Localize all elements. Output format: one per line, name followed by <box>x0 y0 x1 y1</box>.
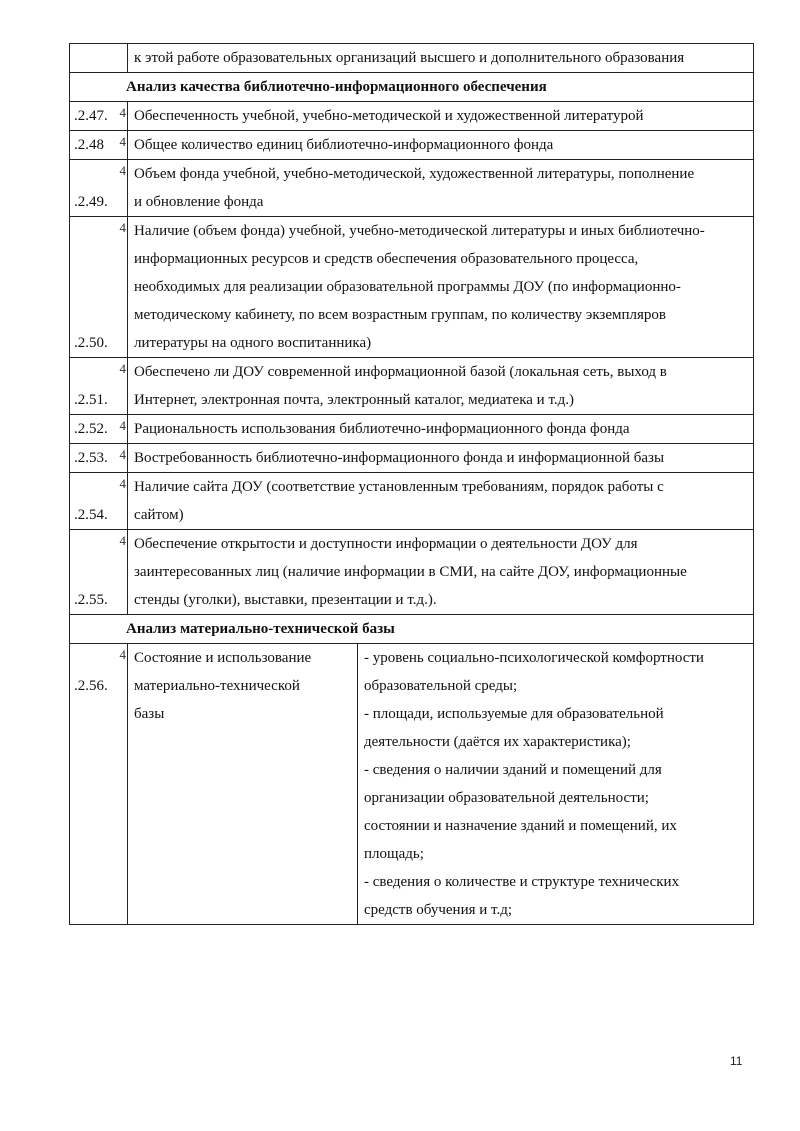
item-text-line: Востребованность библиотечно-информационного фонда и информационной базы <box>134 450 665 466</box>
item-text-line: Рациональность использования библиотечно-информационного фонда фонда <box>134 421 630 437</box>
item-number-prefix: 4 <box>119 361 126 376</box>
intro-row <box>70 44 754 73</box>
item-text-line: Обеспечение открытости и доступности информации о деятельности ДОУ для <box>134 536 638 552</box>
item-number-prefix: 4 <box>119 163 126 178</box>
item-detail-line: состоянии и назначение зданий и помещений, их <box>364 818 677 834</box>
item-text-cell <box>128 473 754 530</box>
item-number-prefix: 4 <box>119 476 126 491</box>
table-row <box>70 415 754 444</box>
item-text-line: литературы на одного воспитанника) <box>134 335 372 351</box>
table-row <box>70 217 754 358</box>
item-text-cell <box>128 358 754 415</box>
item-name-line: Состояние и использование <box>134 650 312 666</box>
item-number: .2.55. <box>74 592 108 608</box>
empty-number-cell <box>70 44 128 73</box>
table-row <box>70 473 754 530</box>
item-number: .2.53. <box>74 450 108 466</box>
item-detail-line: площадь; <box>364 846 424 862</box>
item-text-line: необходимых для реализации образовательной программы ДОУ (по информационно- <box>134 279 681 295</box>
item-text-line: Наличие сайта ДОУ (соответствие установленным требованиям, порядок работы с <box>134 479 664 495</box>
item-detail-line: деятельности (даётся их характеристика); <box>364 734 631 750</box>
item-detail-line: организации образовательной деятельности; <box>364 790 649 806</box>
item-number: .2.48 <box>74 137 104 153</box>
item-number-cell <box>70 444 128 473</box>
item-detail-line: - уровень социально-психологической комфортности <box>364 650 704 666</box>
item-number-cell <box>70 160 128 217</box>
item-text-cell <box>128 530 754 615</box>
item-text-line: информационных ресурсов и средств обеспечения образовательного процесса, <box>134 251 639 267</box>
item-text-line: Объем фонда учебной, учебно-методической, художественной литературы, пополнение <box>134 166 695 182</box>
item-number-prefix: 4 <box>119 533 126 548</box>
item-detail-line: - площади, используемые для образовательной <box>364 706 664 722</box>
item-number-cell <box>70 217 128 358</box>
item-text-line: Обеспечено ли ДОУ современной информационной базой (локальная сеть, выход в <box>134 364 667 380</box>
item-text-line: заинтересованных лиц (наличие информации в СМИ, на сайте ДОУ, информационные <box>134 564 687 580</box>
item-number: .2.52. <box>74 421 108 437</box>
item-detail-cell <box>358 644 754 925</box>
item-text-cell <box>128 444 754 473</box>
item-number-cell <box>70 530 128 615</box>
table-row <box>70 444 754 473</box>
item-detail-line: - сведения о количестве и структуре технических <box>364 874 680 890</box>
item-number-cell <box>70 473 128 530</box>
item-detail-line: образовательной среды; <box>364 678 518 694</box>
item-number-prefix: 4 <box>119 220 126 235</box>
item-number-prefix: 4 <box>119 447 126 462</box>
item-number: .2.47. <box>74 108 108 124</box>
item-number-cell <box>70 358 128 415</box>
section-library-title: Анализ качества библиотечно-информационного обеспечения <box>70 73 754 102</box>
item-text-line: стенды (уголки), выставки, презентации и т.д.). <box>134 592 437 608</box>
item-number: .2.54. <box>74 507 108 523</box>
item-number: .2.56. <box>74 678 108 694</box>
item-text-line: Общее количество единиц библиотечно-информационного фонда <box>134 137 554 153</box>
item-name-cell <box>128 644 358 925</box>
section-material-row <box>70 615 754 644</box>
section-library-row <box>70 73 754 102</box>
intro-text: к этой работе образовательных организаций высшего и дополнительного образования <box>128 44 754 73</box>
item-number-cell <box>70 102 128 131</box>
item-text-line: Наличие (объем фонда) учебной, учебно-методической литературы и иных библиотечно- <box>134 223 705 239</box>
table-row <box>70 131 754 160</box>
item-number: .2.49. <box>74 194 108 210</box>
item-text-cell <box>128 102 754 131</box>
criteria-table <box>69 43 754 925</box>
table-row <box>70 530 754 615</box>
item-text-line: Обеспеченность учебной, учебно-методической и художественной литературой <box>134 108 644 124</box>
item-number-cell <box>70 415 128 444</box>
item-text-line: Интернет, электронная почта, электронный каталог, медиатека и т.д.) <box>134 392 575 408</box>
item-name-line: базы <box>134 706 165 722</box>
item-text-cell <box>128 415 754 444</box>
item-text-cell <box>128 217 754 358</box>
item-text-cell <box>128 131 754 160</box>
table-row <box>70 102 754 131</box>
item-number: .2.50. <box>74 335 108 351</box>
item-text-line: и обновление фонда <box>134 194 264 210</box>
item-detail-line: - сведения о наличии зданий и помещений для <box>364 762 662 778</box>
table-row <box>70 358 754 415</box>
item-number-prefix: 4 <box>119 105 126 120</box>
item-number-prefix: 4 <box>119 134 126 149</box>
item-number-cell <box>70 644 128 925</box>
item-text-cell <box>128 160 754 217</box>
item-name-line: материально-технической <box>134 678 300 694</box>
item-number-prefix: 4 <box>119 647 126 662</box>
item-number-cell <box>70 131 128 160</box>
item-text-line: методическому кабинету, по всем возрастным группам, по количеству экземпляров <box>134 307 666 323</box>
page-number: 11 <box>730 1054 743 1068</box>
table-row <box>70 644 754 925</box>
item-text-line: сайтом) <box>134 507 184 523</box>
item-number: .2.51. <box>74 392 108 408</box>
item-detail-line: средств обучения и т.д; <box>364 902 513 918</box>
item-number-prefix: 4 <box>119 418 126 433</box>
section-material-title: Анализ материально-технической базы <box>70 615 754 644</box>
table-row <box>70 160 754 217</box>
